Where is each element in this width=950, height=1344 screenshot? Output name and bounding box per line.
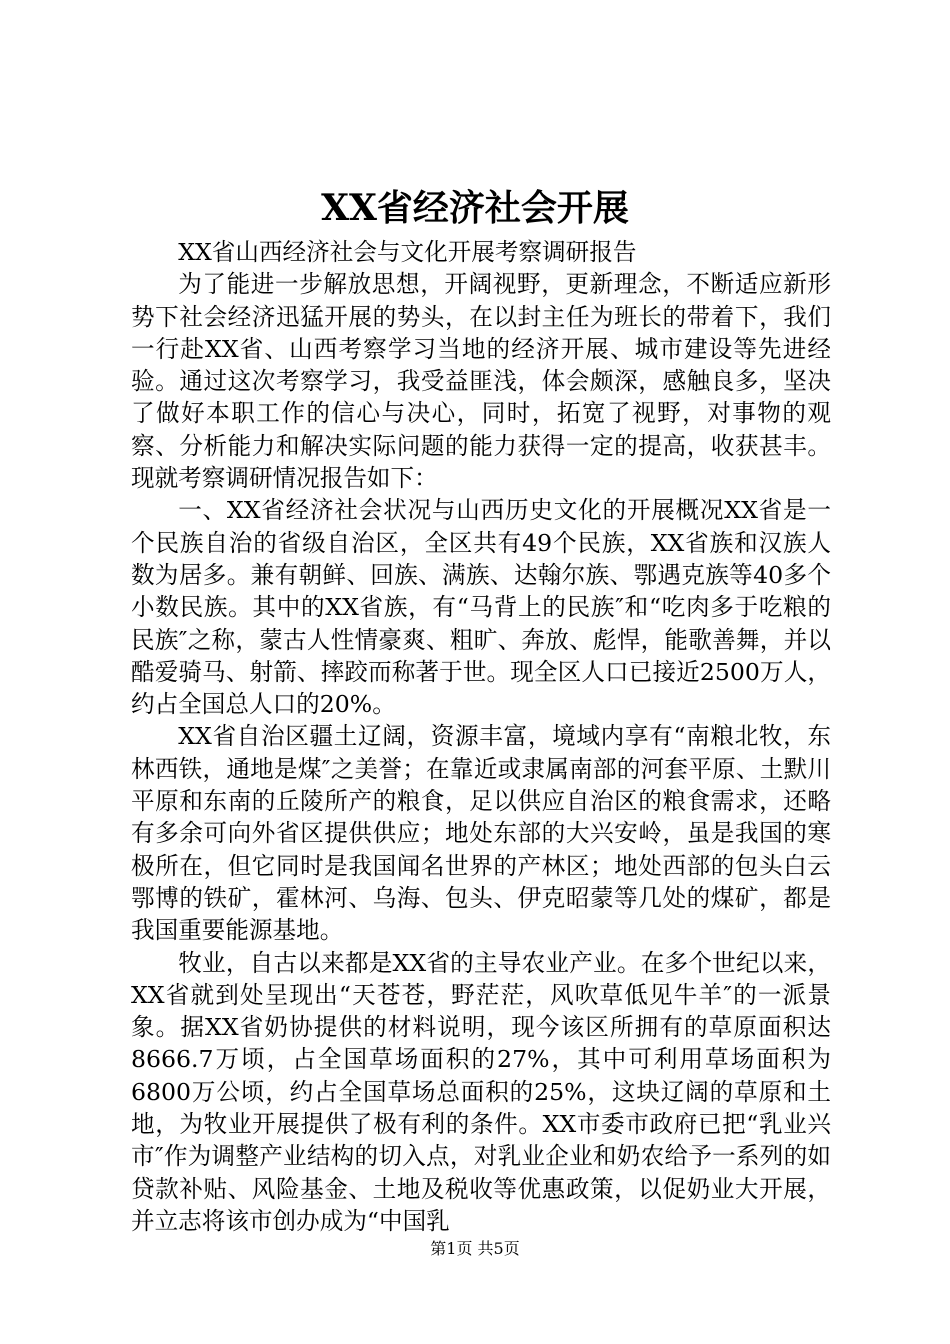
- paragraph-subtitle: XX省山西经济社会与文化开展考察调研报告: [178, 238, 637, 266]
- document-title: XX省经济社会开展: [321, 187, 629, 229]
- document-body: [131, 236, 831, 1237]
- paragraph-livestock: 牧业，自古以来都是XX省的主导农业产业。在多个世纪以来，XX省就到处呈现出“天苍苍，野茫茫，风吹草低见牛羊″的一派景象。据XX省奶协提供的材料说明，现今该区所拥有的草原面积达8666.7万顷，占全国草场面积的27%，其中可利用草场面积为6800万公顷，约占全国草场总面积的25%，这块辽阔的草原和土地，为牧业开展提供了极有利的条件。XX市委市政府已把“乳业兴市″作为调整产业结构的切入点，对乳业企业和奶农给予一系列的如贷款补贴、风险基金、土地及税收等优惠政策，以促奶业大开展，并立志将该市创办成为“中国乳: [131, 948, 831, 1235]
- paragraph-section-one: 一、XX省经济社会状况与山西历史文化的开展概况XX省是一个民族自治的省级自治区，全区共有49个民族，XX省族和汉族人数为居多。兼有朝鲜、回族、满族、达翰尔族、鄂遇克族等40多个小数民族。其中的XX省族，有“马背上的民族″和“吃肉多于吃粮的民族″之称，蒙古人性情豪爽、粗旷、奔放、彪悍，能歌善舞，并以酷爱骑马、射箭、摔跤而称著于世。现全区人口已接近2500万人，约占全国总人口的20%。: [131, 496, 831, 719]
- paragraph-resources: XX省自治区疆土辽阔，资源丰富，境域内享有“南粮北牧，东林西铁，通地是煤″之美誉；在靠近或隶属南部的河套平原、土默川平原和东南的丘陵所产的粮食，足以供应自治区的粮食需求，还略有多余可向外省区提供供应；地处东部的大兴安岭，虽是我国的寒极所在，但它同时是我国闻名世界的产林区；地处西部的包头白云鄂博的铁矿，霍林河、乌海、包头、伊克昭蒙等几处的煤矿，都是我国重要能源基地。: [131, 722, 831, 945]
- page-number-footer: 第1页 共5页: [430, 1239, 520, 1258]
- paragraph-intro: 为了能进一步解放思想，开阔视野，更新理念，不断适应新形势下社会经济迅猛开展的势头，在以封主任为班长的带着下，我们一行赴XX省、山西考察学习当地的经济开展、城市建设等先进经验。通过这次考察学习，我受益匪浅，体会颇深，感触良多，坚决了做好本职工作的信心与决心，同时，拓宽了视野，对事物的观察、分析能力和解决实际问题的能力获得一定的提高，收获甚丰。现就考察调研情况报告如下：: [131, 270, 831, 493]
